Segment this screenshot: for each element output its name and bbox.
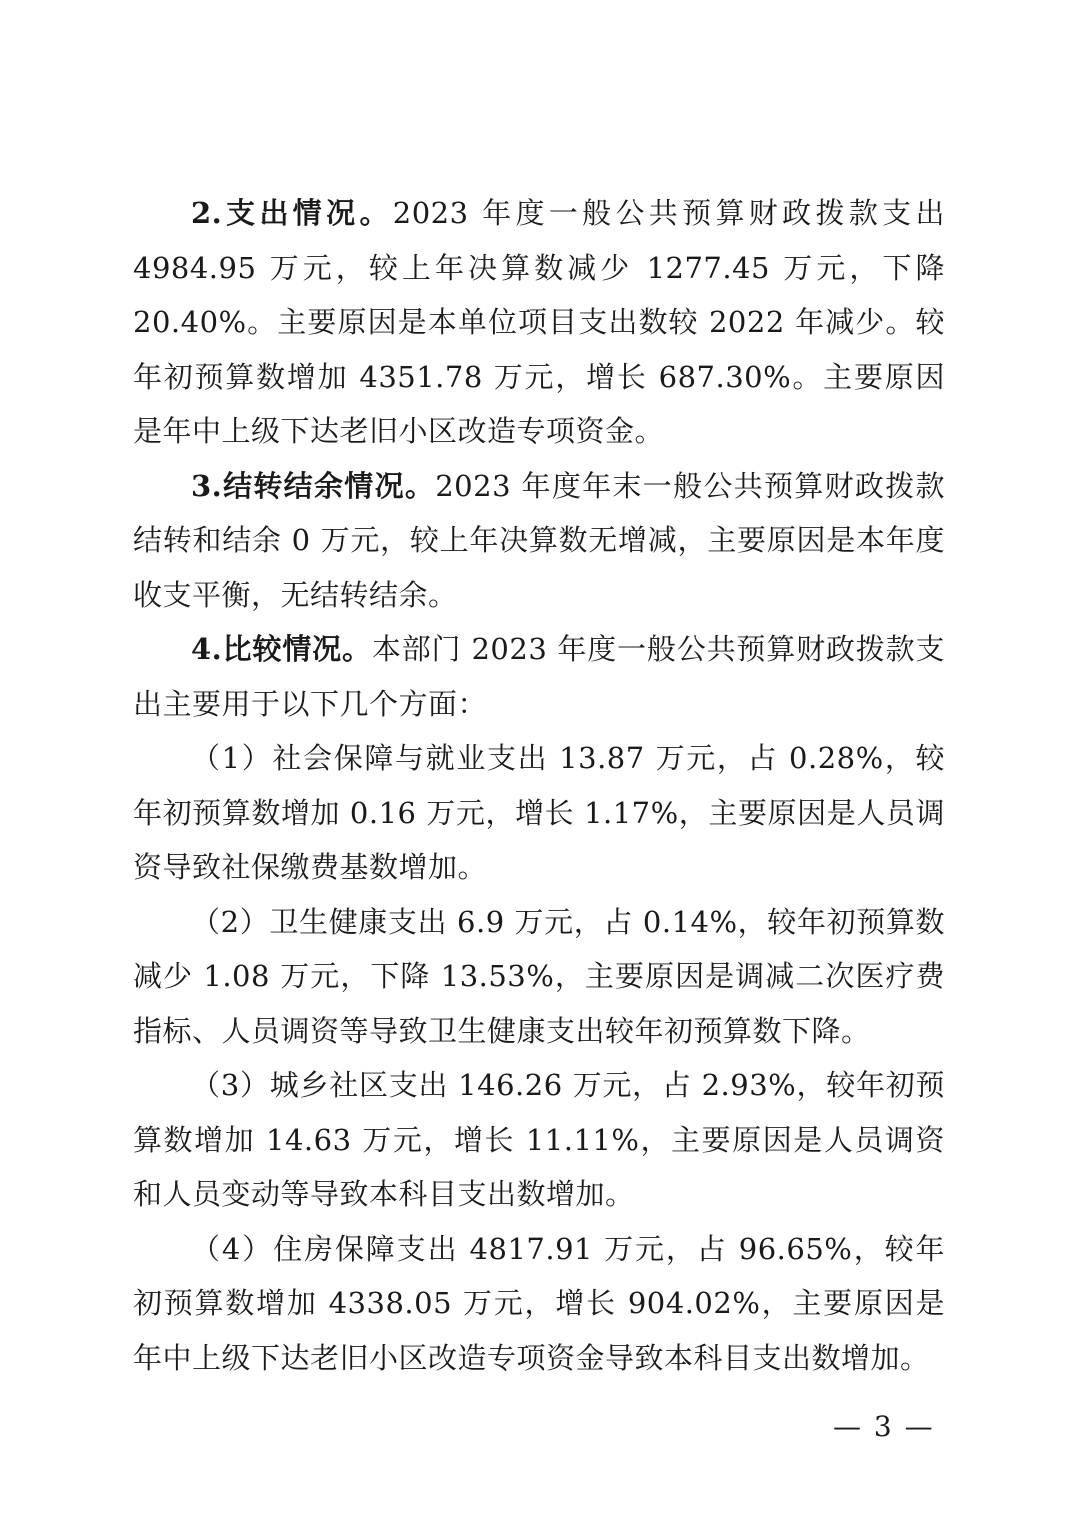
paragraph-text: （1）社会保障与就业支出 13.87 万元，占 0.28%，较年初预算数增加 0.16 万元，增长 1.17%，主要原因是人员调资导致社保缴费基数增加。 (133, 741, 945, 884)
heading-expenditure: 2.支出情况。 (191, 196, 393, 230)
paragraph-comparison (133, 622, 945, 731)
paragraph-urban-rural (133, 1058, 945, 1222)
paragraph-text: （3）城乡社区支出 146.26 万元，占 2.93%，较年初预算数增加 14.63 万元，增长 11.11%，主要原因是人员调资和人员变动等导致本科目支出数增加。 (133, 1068, 945, 1211)
heading-carryover: 3.结转结余情况。 (191, 468, 436, 503)
document-body (133, 186, 945, 1385)
paragraph-text: 本部门 2023 年度一般公共预算财政拨款支出主要用于以下几个方面： (133, 632, 945, 721)
paragraph-text: 2023 年度年末一般公共预算财政拨款结转和结余 0 万元，较上年决算数无增减，主要原因是本年度收支平衡，无结转结余。 (133, 468, 945, 612)
paragraph-carryover (133, 459, 945, 623)
paragraph-expenditure (133, 186, 945, 459)
page-number: — 3 — (833, 1410, 935, 1443)
paragraph-text: （2）卫生健康支出 6.9 万元，占 0.14%，较年初预算数减少 1.08 万元，下降 13.53%，主要原因是调减二次医疗费指标、人员调资等导致卫生健康支出较年初预算数下降。 (133, 904, 945, 1048)
paragraph-health (133, 895, 945, 1059)
heading-comparison: 4.比较情况。 (191, 632, 372, 666)
paragraph-housing (133, 1222, 945, 1386)
paragraph-text: 2023 年度一般公共预算财政拨款支出 4984.95 万元，较上年决算数减少 1277.45 万元，下降 20.40%。主要原因是本单位项目支出数较 2022 年减少。较年初预算数增加 4351.78 万元，增长 687.30%。主要原因是年中上级下达老旧小区改造专项资金。 (133, 196, 945, 448)
paragraph-text: （4）住房保障支出 4817.91 万元，占 96.65%，较年初预算数增加 4338.05 万元，增长 904.02%，主要原因是年中上级下达老旧小区改造专项资金导致本科目支出数增加。 (133, 1231, 945, 1375)
paragraph-social-security (133, 731, 945, 895)
